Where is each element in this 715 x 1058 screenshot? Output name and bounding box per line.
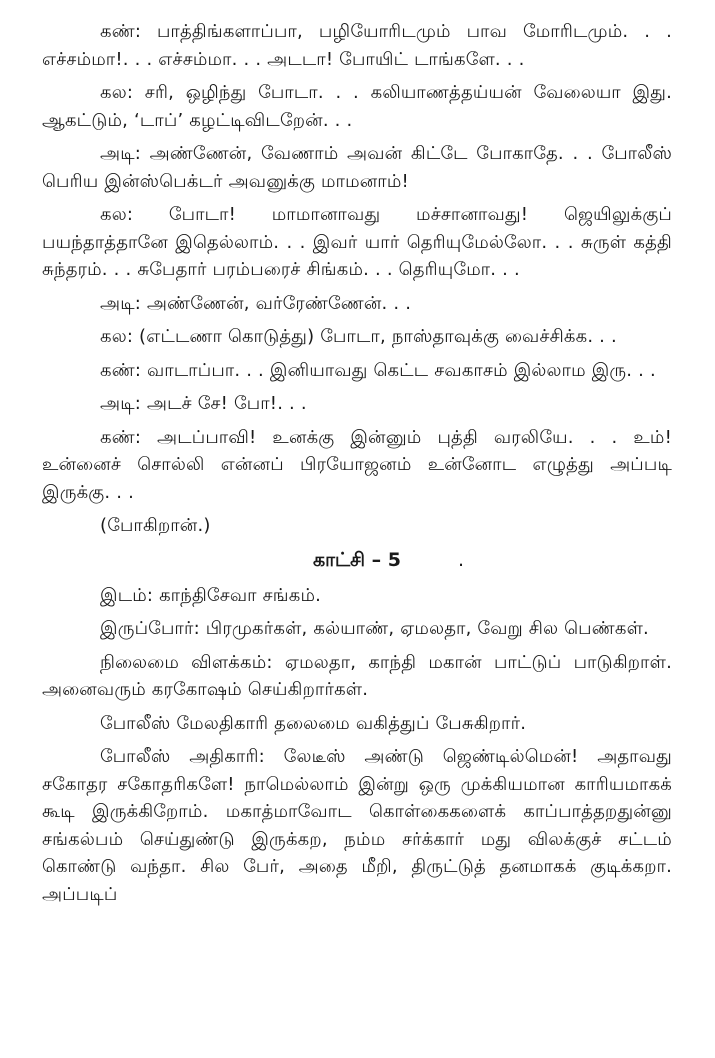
situation-paragraph: நிலைமை விளக்கம்: ஏமலதா, காந்தி மகான் பாட்டுப் பாடுகிறாள். அனைவரும் கரகோஷம் செய்கிறார்கள். (42, 651, 672, 700)
dialogue-paragraph: அடி: அடச் சே! போ!. . . (100, 393, 307, 414)
dialogue-paragraph: கண்: பாத்திங்களாப்பா, பழியோரிடமும் பாவ மோரிடமும். . . எச்சம்மா!. . . எச்சம்மா. . . அடடா! போயிட் டாங்களே. . . (42, 21, 672, 70)
dialogue-paragraph: போலீஸ் அதிகாரி: லேடீஸ் அண்டு ஜெண்டில்மென்! அதாவது சகோதர சகோதரிகளே! நாமெல்லாம் இன்று ஒரு முக்கியமான காரியமாகக் கூடி இருக்கிறோம். மகாத்மாவோட கொள்கைகளைக் காப்பாத்தறதுன்னு சங்கல்பம் செய்துண்டு இருக்கற, நம்ம சர்க்கார் மது விலக்குச் சட்டம் கொண்டு வந்தா. சில பேர், அதை மீறி, திருட்டுத் தனமாகக் குடிக்கறா. அப்படிப் (42, 746, 672, 905)
dialogue-paragraph: கல: சரி, ஒழிந்து போடா. . . கலியாணத்தய்யன் வேலையா இது. ஆகட்டும், ‘டாப்’ கழட்டிவிடறேன். . . (42, 82, 672, 131)
dialogue-paragraph: கண்: வாடாப்பா. . . இனியாவது கெட்ட சவகாசம் இல்லாம இரு. . . (100, 359, 656, 381)
dialogue-paragraph: கல: (எட்டணா கொடுத்து) போடா, நாஸ்தாவுக்கு வைச்சிக்க. . . (100, 326, 617, 347)
dialogue-paragraph: கண்: அடப்பாவி! உனக்கு இன்னும் புத்தி வரலியே. . . உம்! உன்னைச் சொல்லி என்னப் பிரயோஜனம் உன்னோட எழுத்து அப்படி இருக்கு. . . (42, 426, 672, 503)
stage-direction: (போகிறான்.) (100, 515, 211, 536)
characters-paragraph: இருப்போர்: பிரமுகர்கள், கல்யாண், ஏமலதா, வேறு சில பெண்கள். (100, 618, 649, 639)
dialogue-paragraph: அடி: அண்ணேன், வர்ரேண்ணேன். . . (100, 292, 412, 314)
scene-heading-text: காட்சி – 5 (312, 548, 402, 571)
dialogue-paragraph: அடி: அண்ணேன், வேணாம் அவன் கிட்டே போகாதே. . . போலீஸ் பெரிய இன்ஸ்பெக்டர் அவனுக்கு மாமனாம்! (42, 143, 672, 192)
scene-heading (42, 546, 672, 574)
dialogue-paragraph: கல: போடா! மாமானாவது மச்சானாவது! ஜெயிலுக்குப் பயந்தாத்தானே இதெல்லாம். . . இவர் யார் தெரியுமேல்லோ. . . சுருள் கத்தி சுந்தரம். . . சுபேதார் பரம்பரைச் சிங்கம். . . தெரியுமோ. . . (42, 204, 672, 280)
setting-paragraph: இடம்: காந்திசேவா சங்கம். (100, 584, 322, 606)
scene-heading-dot: . (458, 548, 465, 571)
stage-direction: போலீஸ் மேலதிகாரி தலைமை வகித்துப் பேசுகிறார். (100, 712, 527, 734)
document-page (42, 18, 672, 914)
